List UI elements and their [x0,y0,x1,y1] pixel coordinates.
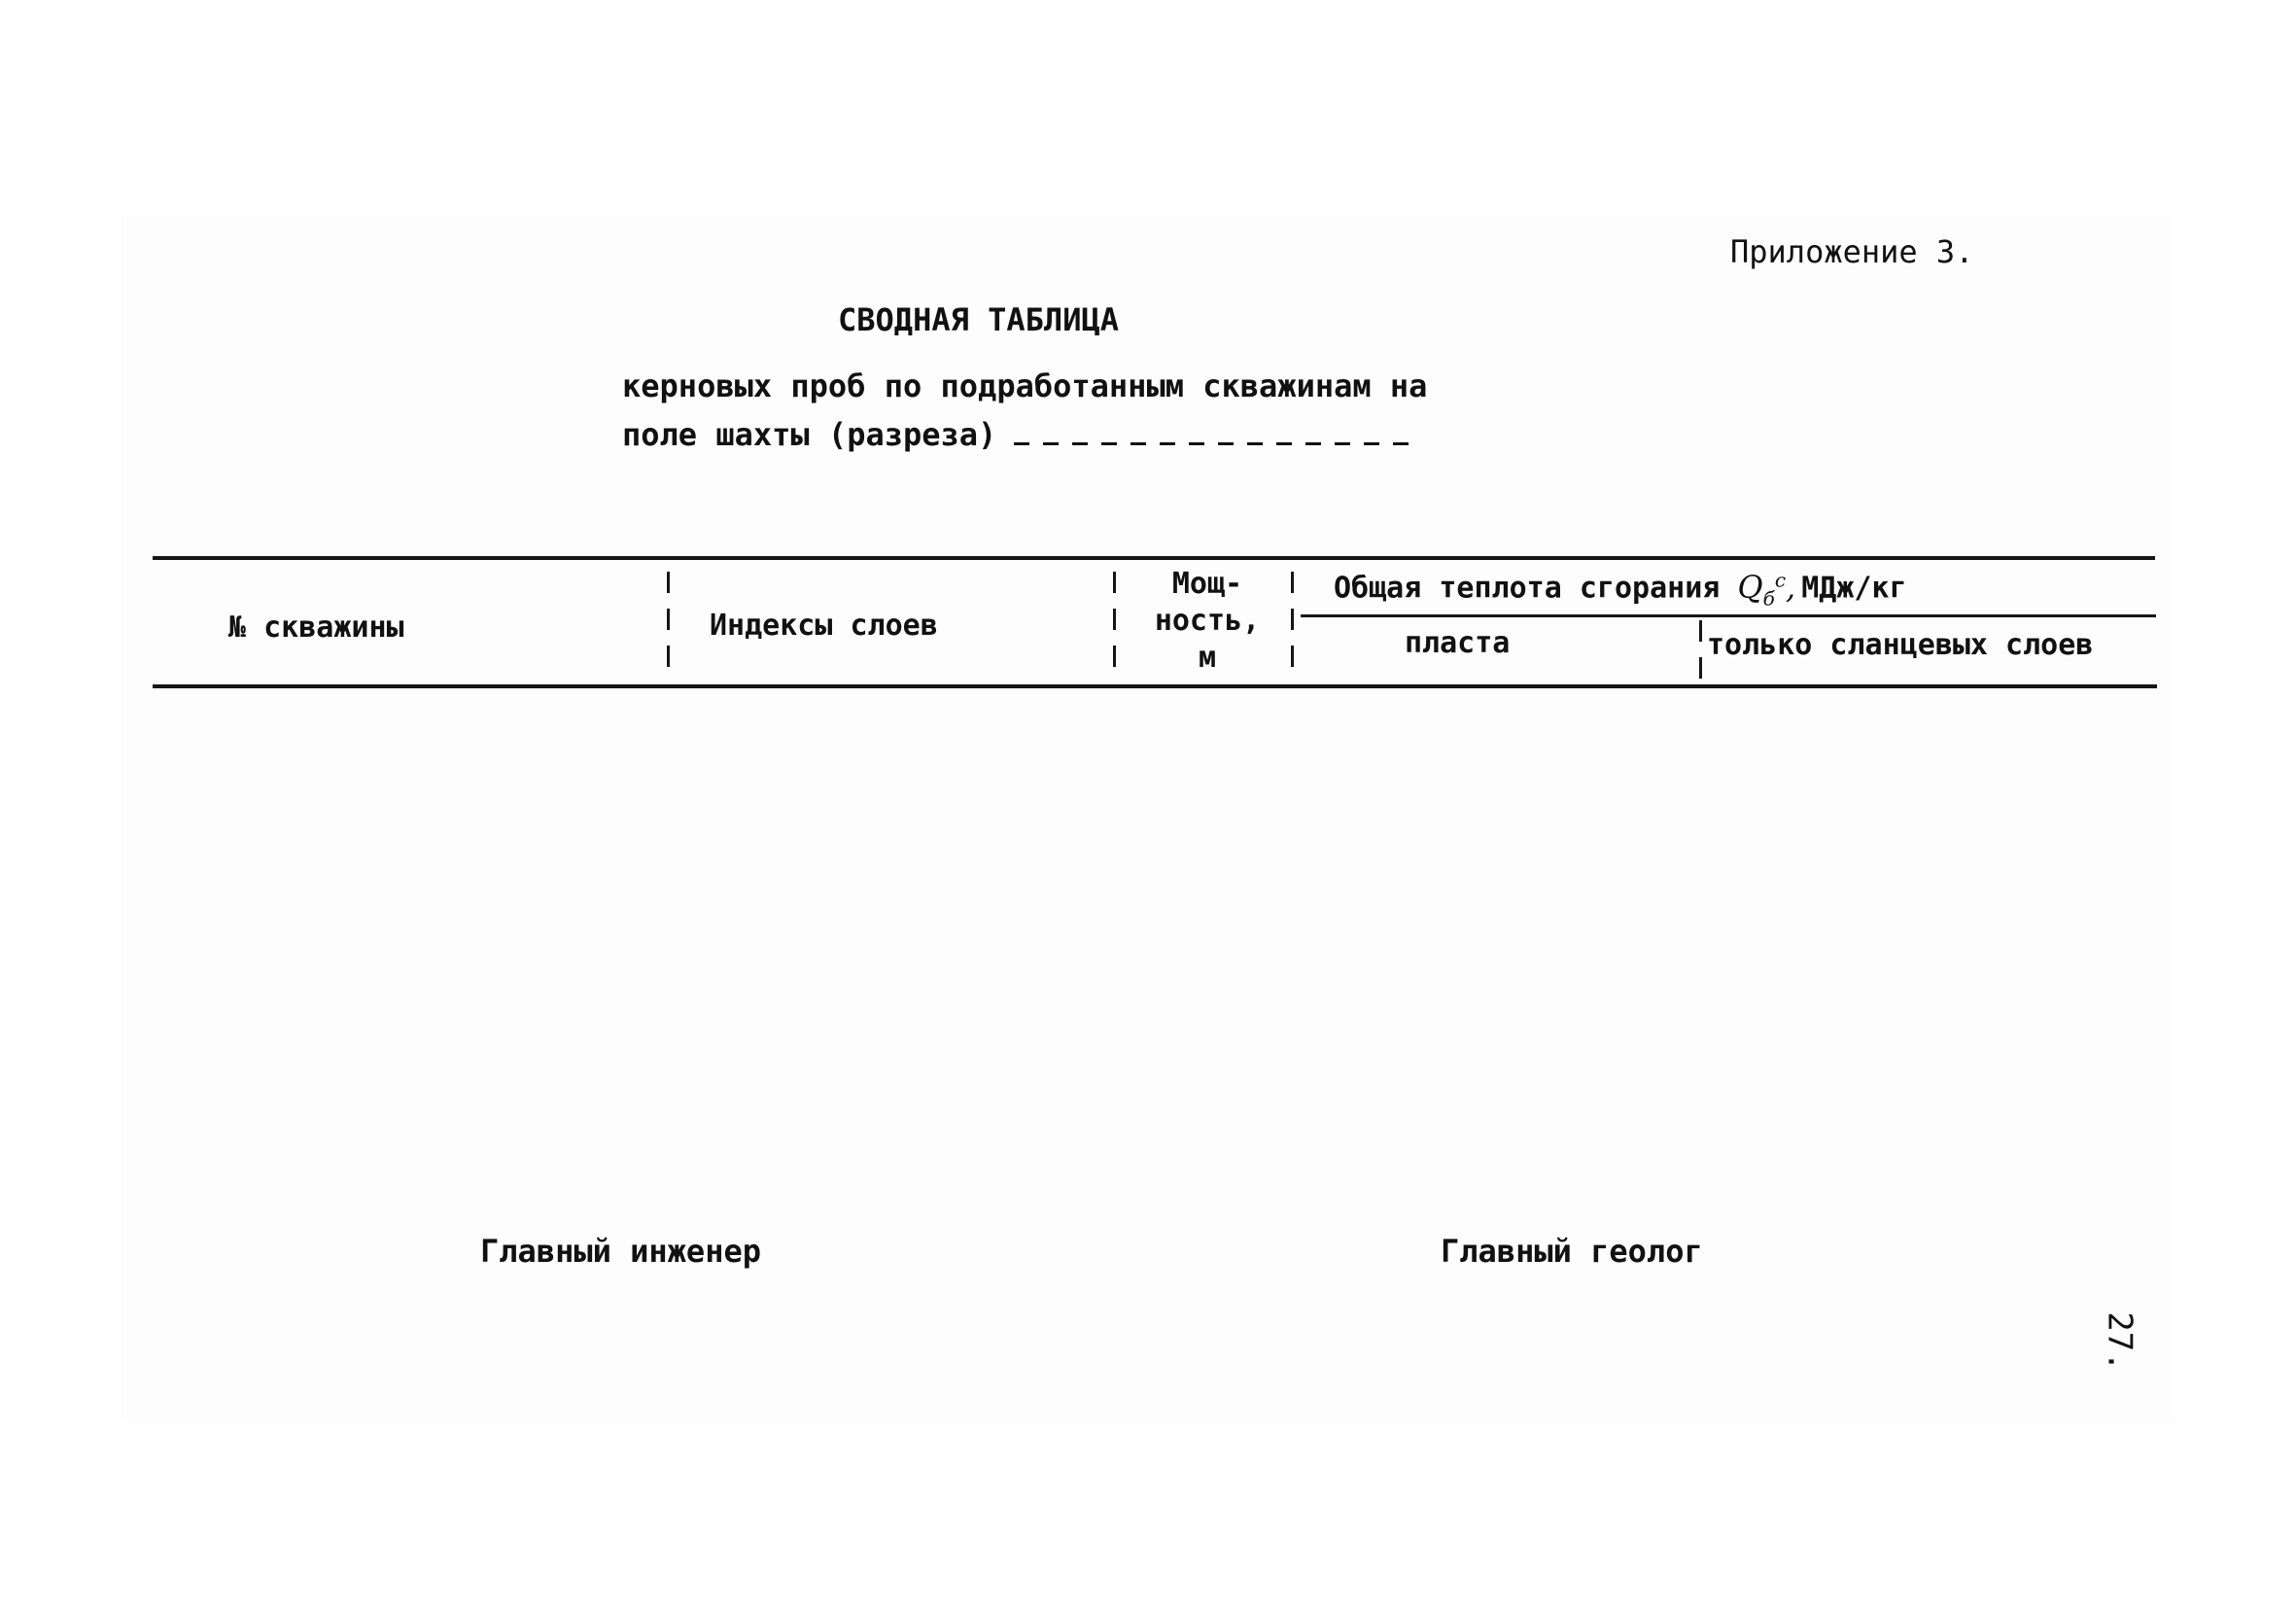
heat-symbol-sup: c [1774,568,1787,591]
chief-engineer-signature: Главный инженер [480,1233,761,1270]
table-top-rule [153,556,2155,560]
table-subheader-rule [1301,614,2156,617]
heat-symbol-sub: б [1762,586,1775,611]
table-bottom-rule [153,684,2157,688]
header-well-number: № скважины [228,611,404,645]
column-separator [1699,620,1702,679]
heat-symbol-letter: Q [1737,568,1763,606]
header-layer-indices: Индексы слоев [710,609,938,643]
fill-in-blank [1014,442,1422,445]
subtitle-line-1: керновых проб по подработанным скважинам на [622,367,1428,404]
header-shale-layers: только сланцевых слоев [1707,628,2094,662]
column-separator [667,572,670,679]
heat-symbol: $Q_б^c$, [1737,568,1796,611]
heat-label: Общая теплота сгорания [1334,571,1721,606]
chief-geologist-signature: Главный геолог [1441,1233,1703,1270]
appendix-label: Приложение 3. [1730,233,1974,270]
document-subtitle [622,362,1427,459]
header-heat-of-combustion [1334,568,1907,610]
column-separator [1291,572,1294,679]
subtitle-line-2: поле шахты (разреза) [622,416,997,453]
header-thickness-line-1: Мощ- [1171,567,1243,601]
page-number: 27. [2100,1311,2139,1372]
document-title: СВОДНАЯ ТАБЛИЦА [838,301,1119,338]
header-layer: пласта [1405,626,1511,660]
header-thickness-unit: м [1198,641,1217,675]
heat-unit: МДж/кг [1801,571,1907,606]
header-thickness [1139,566,1275,677]
column-separator [1113,572,1116,679]
header-thickness-line-2: ность, [1154,604,1261,638]
